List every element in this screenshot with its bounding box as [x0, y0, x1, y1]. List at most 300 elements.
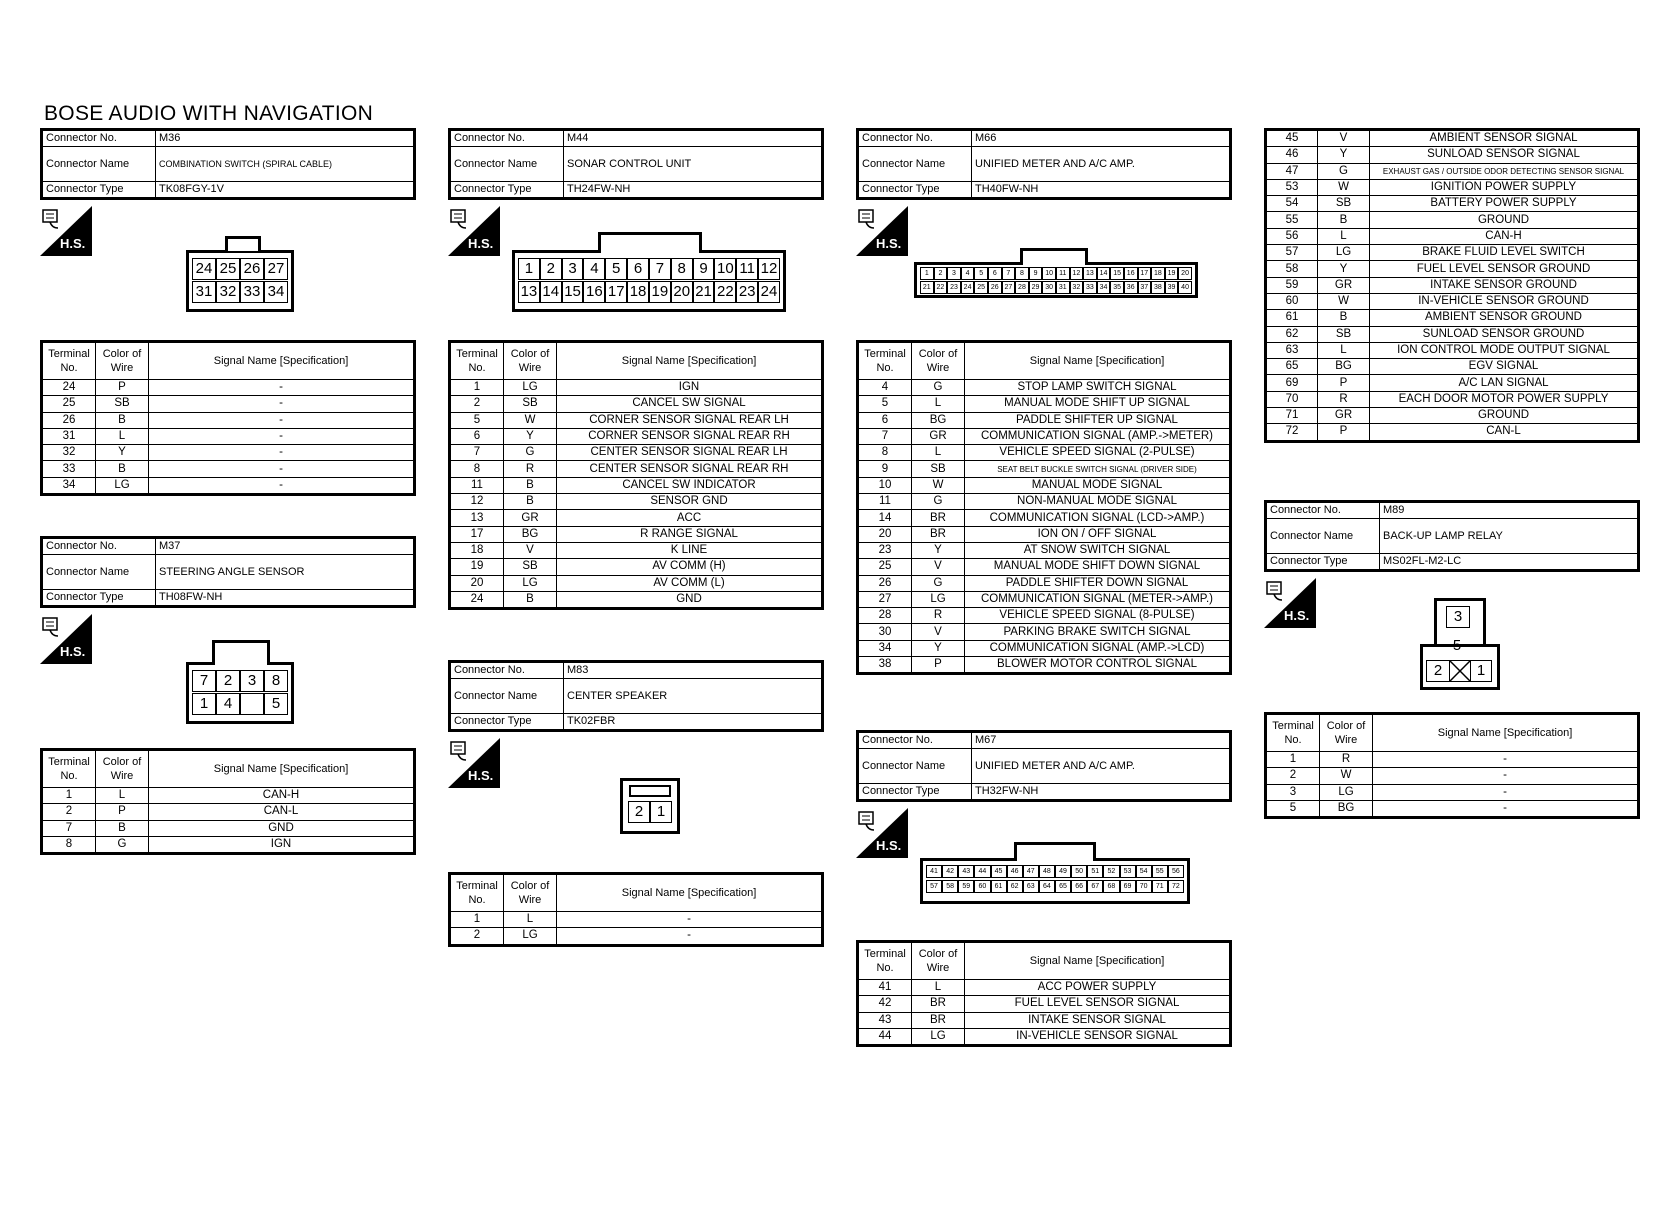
table-row — [450, 591, 823, 608]
terminal-no-cell: 2 — [42, 804, 96, 820]
wire-color-cell: L — [1318, 342, 1370, 358]
signal-name-cell: - — [1373, 784, 1639, 800]
wire-color-cell: W — [1320, 768, 1373, 784]
terminal-no-header: Terminal No. — [42, 750, 96, 788]
connector-pin: 70 — [1136, 880, 1152, 893]
pin-row-top — [628, 801, 672, 823]
wire-color-cell: SB — [912, 461, 965, 477]
connector-pin: 4 — [583, 258, 605, 280]
connector-no-label: Connector No. — [858, 130, 972, 147]
signal-name-cell: - — [1373, 752, 1639, 768]
wire-color-cell: R — [504, 461, 557, 477]
signal-name-cell: GND — [557, 591, 823, 608]
table-row — [450, 510, 823, 526]
blank-pin-x-icon — [1449, 660, 1471, 682]
wire-color-cell: B — [96, 461, 149, 477]
wire-color-cell: SB — [504, 559, 557, 575]
connector-type-label: Connector Type — [450, 182, 564, 199]
signal-name-cell: SUNLOAD SENSOR GROUND — [1370, 326, 1639, 342]
terminal-no-cell: 30 — [858, 624, 912, 640]
signal-name-cell: SEAT BELT BUCKLE SWITCH SIGNAL (DRIVER SIDE) — [965, 461, 1231, 477]
connector-pin: 11 — [736, 258, 758, 280]
wire-color-cell: B — [1318, 212, 1370, 228]
connector-pin: 71 — [1152, 880, 1168, 893]
connector-pin: 66 — [1071, 880, 1087, 893]
terminal-no-cell: 43 — [858, 1012, 912, 1028]
connector-type-label: Connector Type — [858, 182, 972, 199]
signal-name-cell: - — [149, 461, 415, 477]
signal-name-cell: SUNLOAD SENSOR SIGNAL — [1370, 147, 1639, 163]
connector-pin: 2 — [540, 258, 562, 280]
connector-no-label: Connector No. — [858, 732, 972, 749]
connector-pin: 33 — [1083, 281, 1097, 294]
connector-pin: 4 — [961, 267, 975, 280]
connector-pin: 40 — [1178, 281, 1192, 294]
table-row — [450, 494, 823, 510]
terminal-no-cell: 5 — [1266, 800, 1320, 817]
connector-latch — [1014, 842, 1096, 861]
connector-pin: 45 — [991, 865, 1007, 878]
connector-pin: 22 — [934, 281, 948, 294]
connector-type-label: Connector Type — [42, 590, 156, 607]
connector-latch — [225, 236, 261, 251]
connector-pin: 4 — [216, 693, 240, 715]
terminal-no-cell: 17 — [450, 526, 504, 542]
connector-pin: 63 — [1023, 880, 1039, 893]
signal-name-cell: BRAKE FLUID LEVEL SWITCH — [1370, 245, 1639, 261]
wire-color-cell: V — [504, 542, 557, 558]
color-of-wire-header: Color of Wire — [1320, 714, 1373, 752]
pin-3: 3 — [1446, 606, 1470, 628]
table-row — [1266, 784, 1639, 800]
signal-name-cell: CANCEL SW INDICATOR — [557, 477, 823, 493]
table-row — [42, 788, 415, 804]
table-row — [858, 494, 1231, 510]
signal-name-cell: K LINE — [557, 542, 823, 558]
signal-name-cell: GND — [149, 820, 415, 836]
wire-color-cell: GR — [1318, 408, 1370, 424]
wire-color-cell: SB — [1318, 326, 1370, 342]
signal-name-cell: - — [149, 412, 415, 428]
table-row — [450, 477, 823, 493]
connector-pin: 34 — [264, 281, 288, 303]
terminal-no-cell: 8 — [858, 445, 912, 461]
terminal-no-cell: 33 — [42, 461, 96, 477]
color-of-wire-header: Color of Wire — [96, 342, 149, 380]
signal-name-cell: - — [149, 380, 415, 396]
hs-harness-side-icon — [40, 614, 92, 664]
signal-name-cell: AMBIENT SENSOR SIGNAL — [1370, 130, 1639, 147]
connector-pin: 13 — [1083, 267, 1097, 280]
wire-color-cell: Y — [912, 640, 965, 656]
connector-pin: 5 — [264, 693, 288, 715]
connector-pin: 1 — [518, 258, 540, 280]
pin-table-m66 — [856, 340, 1232, 675]
signal-name-cell: PARKING BRAKE SWITCH SIGNAL — [965, 624, 1231, 640]
table-row — [450, 912, 823, 928]
wire-color-cell: L — [1318, 228, 1370, 244]
table-row — [450, 461, 823, 477]
connector-pin: 28 — [1015, 281, 1029, 294]
connector-type-value: TH32FW-NH — [972, 784, 1231, 801]
connector-pin: 19 — [1165, 267, 1179, 280]
table-row — [42, 804, 415, 820]
connector-face-m66 — [914, 262, 1198, 298]
connector-pin: 58 — [942, 880, 958, 893]
terminal-no-cell: 23 — [858, 542, 912, 558]
table-row — [858, 640, 1231, 656]
wire-color-cell: W — [1318, 293, 1370, 309]
connector-type-value: TH08FW-NH — [156, 590, 415, 607]
signal-name-cell: CAN-L — [149, 804, 415, 820]
terminal-no-cell: 1 — [42, 788, 96, 804]
table-row — [858, 526, 1231, 542]
connector-name-label: Connector Name — [42, 147, 156, 182]
signal-name-cell: IGNITION POWER SUPPLY — [1370, 179, 1639, 195]
signal-name-cell: - — [149, 396, 415, 412]
table-row — [450, 412, 823, 428]
connector-key — [629, 785, 671, 797]
wire-color-cell: L — [96, 788, 149, 804]
connector-pin: 7 — [649, 258, 671, 280]
connector-no-value: M67 — [972, 732, 1231, 749]
connector-pin: 27 — [1002, 281, 1016, 294]
signal-name-header: Signal Name [Specification] — [149, 750, 415, 788]
wire-color-cell: B — [1318, 310, 1370, 326]
wire-color-cell: BR — [912, 996, 965, 1012]
table-row — [1266, 326, 1639, 342]
table-row — [1266, 310, 1639, 326]
connector-pin: 24 — [961, 281, 975, 294]
connector-pin: 19 — [649, 281, 671, 303]
connector-pin: 49 — [1055, 865, 1071, 878]
signal-name-cell: IGN — [149, 836, 415, 853]
wire-color-cell: LG — [1320, 784, 1373, 800]
connector-pin: 16 — [583, 281, 605, 303]
terminal-no-cell: 25 — [42, 396, 96, 412]
table-row — [450, 559, 823, 575]
connector-type-label: Connector Type — [1266, 554, 1380, 571]
terminal-no-cell: 53 — [1266, 179, 1318, 195]
signal-name-cell: GROUND — [1370, 212, 1639, 228]
connector-pin: 38 — [1151, 281, 1165, 294]
connector-pin: 59 — [958, 880, 974, 893]
connector-pin: 12 — [1070, 267, 1084, 280]
connector-pin: 7 — [192, 670, 216, 692]
connector-header-m44 — [448, 128, 824, 200]
connector-pin: 21 — [920, 281, 934, 294]
terminal-no-header: Terminal No. — [42, 342, 96, 380]
terminal-no-cell: 6 — [858, 412, 912, 428]
table-row — [858, 428, 1231, 444]
wire-color-cell: LG — [504, 928, 557, 945]
table-row — [858, 591, 1231, 607]
connector-no-label: Connector No. — [42, 130, 156, 147]
table-row — [858, 461, 1231, 477]
table-row — [858, 1012, 1231, 1028]
terminal-no-cell: 42 — [858, 996, 912, 1012]
pin-table-m83 — [448, 872, 824, 947]
table-row — [450, 396, 823, 412]
signal-name-cell: - — [557, 928, 823, 945]
connector-type-value: MS02FL-M2-LC — [1380, 554, 1639, 571]
table-row — [42, 461, 415, 477]
wire-color-cell: G — [1318, 163, 1370, 179]
connector-no-value: M37 — [156, 538, 415, 555]
hs-harness-side-icon — [856, 808, 908, 858]
connector-pin: 72 — [1168, 880, 1184, 893]
signal-name-header: Signal Name [Specification] — [1373, 714, 1639, 752]
table-row — [858, 980, 1231, 996]
connector-pin: 8 — [264, 670, 288, 692]
table-row — [42, 445, 415, 461]
connector-pin: 35 — [1110, 281, 1124, 294]
connector-pin: 51 — [1087, 865, 1103, 878]
hs-harness-side-icon — [448, 738, 500, 788]
wire-color-cell: BG — [1318, 359, 1370, 375]
wire-color-cell: B — [504, 591, 557, 608]
connector-pin: 17 — [1138, 267, 1152, 280]
wire-color-cell: SB — [504, 396, 557, 412]
terminal-no-cell: 25 — [858, 559, 912, 575]
table-row — [858, 445, 1231, 461]
table-row — [1266, 342, 1639, 358]
signal-name-cell: COMMUNICATION SIGNAL (LCD->AMP.) — [965, 510, 1231, 526]
wire-color-cell: L — [96, 428, 149, 444]
terminal-no-header: Terminal No. — [858, 342, 912, 380]
signal-name-cell: CENTER SENSOR SIGNAL REAR RH — [557, 461, 823, 477]
terminal-no-cell: 5 — [858, 396, 912, 412]
wire-color-cell: L — [504, 912, 557, 928]
pin-table-m44 — [448, 340, 824, 610]
connector-no-value: M66 — [972, 130, 1231, 147]
signal-name-header: Signal Name [Specification] — [965, 342, 1231, 380]
connector-pin: 48 — [1039, 865, 1055, 878]
wire-color-cell: Y — [1318, 261, 1370, 277]
terminal-no-cell: 6 — [450, 428, 504, 444]
wire-color-cell: BG — [912, 412, 965, 428]
connector-pin: 12 — [758, 258, 780, 280]
table-row — [450, 542, 823, 558]
wire-color-cell: B — [96, 412, 149, 428]
table-row — [1266, 212, 1639, 228]
terminal-no-cell: 46 — [1266, 147, 1318, 163]
table-row — [42, 428, 415, 444]
table-row — [1266, 196, 1639, 212]
wire-color-cell: P — [1318, 424, 1370, 441]
connector-pin: 29 — [1029, 281, 1043, 294]
signal-name-cell: EGV SIGNAL — [1370, 359, 1639, 375]
terminal-no-cell: 8 — [450, 461, 504, 477]
wire-color-cell: W — [1318, 179, 1370, 195]
terminal-no-cell: 20 — [858, 526, 912, 542]
terminal-no-cell: 20 — [450, 575, 504, 591]
terminal-no-cell: 26 — [858, 575, 912, 591]
connector-pin: 26 — [988, 281, 1002, 294]
connector-pin: 18 — [1151, 267, 1165, 280]
signal-name-cell: CAN-H — [149, 788, 415, 804]
table-row — [450, 575, 823, 591]
connector-pin: 65 — [1055, 880, 1071, 893]
connector-pin: 54 — [1136, 865, 1152, 878]
connector-pin: 52 — [1103, 865, 1119, 878]
table-row — [858, 624, 1231, 640]
table-row — [42, 380, 415, 396]
connector-pin: 25 — [974, 281, 988, 294]
table-row — [858, 657, 1231, 674]
terminal-no-cell: 61 — [1266, 310, 1318, 326]
terminal-no-header: Terminal No. — [450, 342, 504, 380]
terminal-no-cell: 9 — [858, 461, 912, 477]
connector-no-label: Connector No. — [42, 538, 156, 555]
connector-pin: 9 — [1029, 267, 1043, 280]
connector-pin: 32 — [1070, 281, 1084, 294]
wire-color-cell: L — [912, 980, 965, 996]
connector-pin: 64 — [1039, 880, 1055, 893]
table-row — [858, 380, 1231, 396]
terminal-no-cell: 57 — [1266, 245, 1318, 261]
connector-pin: 62 — [1007, 880, 1023, 893]
wire-color-cell: V — [912, 624, 965, 640]
connector-pin: 14 — [1097, 267, 1111, 280]
wire-color-cell: LG — [912, 1028, 965, 1045]
wire-color-cell: Y — [96, 445, 149, 461]
connector-pin: 1 — [192, 693, 216, 715]
signal-name-cell: EXHAUST GAS / OUTSIDE ODOR DETECTING SENSOR SIGNAL — [1370, 163, 1639, 179]
pin-row-bottom — [192, 693, 288, 715]
connector-pin: 2 — [934, 267, 948, 280]
wire-color-cell: GR — [912, 428, 965, 444]
connector-name-value: UNIFIED METER AND A/C AMP. — [972, 147, 1231, 182]
table-row — [1266, 408, 1639, 424]
terminal-no-cell: 71 — [1266, 408, 1318, 424]
wire-color-cell: Y — [912, 542, 965, 558]
terminal-no-cell: 1 — [450, 912, 504, 928]
signal-name-cell: VEHICLE SPEED SIGNAL (8-PULSE) — [965, 608, 1231, 624]
table-row — [858, 510, 1231, 526]
pin-table-m89 — [1264, 712, 1640, 819]
wire-color-cell: LG — [504, 380, 557, 396]
table-row — [1266, 147, 1639, 163]
connector-pin: 57 — [926, 880, 942, 893]
terminal-no-cell: 70 — [1266, 391, 1318, 407]
terminal-no-cell: 2 — [450, 396, 504, 412]
connector-type-label: Connector Type — [42, 182, 156, 199]
connector-pin: 14 — [540, 281, 562, 303]
signal-name-cell: IN-VEHICLE SENSOR GROUND — [1370, 293, 1639, 309]
connector-header-m36 — [40, 128, 416, 200]
connector-pin: 23 — [947, 281, 961, 294]
connector-type-value: TK02FBR — [564, 714, 823, 731]
signal-name-cell: MANUAL MODE SHIFT DOWN SIGNAL — [965, 559, 1231, 575]
connector-pin: 36 — [1124, 281, 1138, 294]
color-of-wire-header: Color of Wire — [912, 342, 965, 380]
connector-name-label: Connector Name — [858, 749, 972, 784]
terminal-no-cell: 72 — [1266, 424, 1318, 441]
signal-name-cell: FUEL LEVEL SENSOR GROUND — [1370, 261, 1639, 277]
signal-name-cell: IGN — [557, 380, 823, 396]
connector-header-m67 — [856, 730, 1232, 802]
terminal-no-cell: 19 — [450, 559, 504, 575]
table-row — [858, 559, 1231, 575]
signal-name-cell: AT SNOW SWITCH SIGNAL — [965, 542, 1231, 558]
wire-color-cell: L — [912, 396, 965, 412]
color-of-wire-header: Color of Wire — [504, 874, 557, 912]
wire-color-cell: SB — [96, 396, 149, 412]
signal-name-cell: CANCEL SW SIGNAL — [557, 396, 823, 412]
connector-pin: 10 — [1042, 267, 1056, 280]
signal-name-cell: PADDLE SHIFTER UP SIGNAL — [965, 412, 1231, 428]
table-row — [42, 836, 415, 853]
signal-name-cell: ION CONTROL MODE OUTPUT SIGNAL — [1370, 342, 1639, 358]
terminal-no-cell: 62 — [1266, 326, 1318, 342]
connector-pin: 31 — [1056, 281, 1070, 294]
connector-pin: 20 — [1178, 267, 1192, 280]
table-row — [1266, 768, 1639, 784]
wire-color-cell: Y — [1318, 147, 1370, 163]
wire-color-cell: BG — [504, 526, 557, 542]
table-row — [1266, 752, 1639, 768]
connector-pin: 37 — [1138, 281, 1152, 294]
table-row — [858, 412, 1231, 428]
table-row — [1266, 163, 1639, 179]
terminal-no-cell: 34 — [42, 477, 96, 494]
terminal-no-cell: 24 — [450, 591, 504, 608]
connector-pin: 9 — [693, 258, 715, 280]
terminal-no-cell: 8 — [42, 836, 96, 853]
wire-color-cell: BG — [1320, 800, 1373, 817]
table-row — [1266, 261, 1639, 277]
wire-color-cell: G — [912, 494, 965, 510]
connector-face-m44 — [512, 250, 786, 312]
signal-name-cell: BATTERY POWER SUPPLY — [1370, 196, 1639, 212]
signal-name-cell: INTAKE SENSOR SIGNAL — [965, 1012, 1231, 1028]
connector-pin: 39 — [1165, 281, 1179, 294]
table-row — [42, 820, 415, 836]
hs-badge-label: H.S. — [60, 236, 86, 251]
connector-pin: 20 — [671, 281, 693, 303]
connector-pin: 53 — [1120, 865, 1136, 878]
pin-row-top — [920, 267, 1192, 280]
connector-pin: 21 — [693, 281, 715, 303]
connector-pin: 67 — [1087, 880, 1103, 893]
wire-color-cell: R — [912, 608, 965, 624]
table-row — [1266, 424, 1639, 441]
connector-pin: 11 — [1056, 267, 1070, 280]
connector-pin: 13 — [518, 281, 540, 303]
pin-table-m37 — [40, 748, 416, 855]
connector-name-value: CENTER SPEAKER — [564, 679, 823, 714]
signal-name-cell: PADDLE SHIFTER DOWN SIGNAL — [965, 575, 1231, 591]
terminal-no-header: Terminal No. — [858, 942, 912, 980]
connector-pin: 18 — [627, 281, 649, 303]
connector-name-value: STEERING ANGLE SENSOR — [156, 555, 415, 590]
table-row — [1266, 800, 1639, 817]
terminal-no-cell: 60 — [1266, 293, 1318, 309]
hs-harness-side-icon — [1264, 578, 1316, 628]
wire-color-cell: LG — [1318, 245, 1370, 261]
connector-name-value: BACK-UP LAMP RELAY — [1380, 519, 1639, 554]
connector-face-m83 — [620, 778, 680, 834]
color-of-wire-header: Color of Wire — [912, 942, 965, 980]
wire-color-cell: P — [96, 380, 149, 396]
wire-color-cell: P — [96, 804, 149, 820]
connector-pin: 5 — [974, 267, 988, 280]
connector-name-label: Connector Name — [1266, 519, 1380, 554]
hs-badge-label: H.S. — [876, 236, 902, 251]
signal-name-cell: - — [1373, 800, 1639, 817]
connector-pin: 25 — [216, 258, 240, 280]
